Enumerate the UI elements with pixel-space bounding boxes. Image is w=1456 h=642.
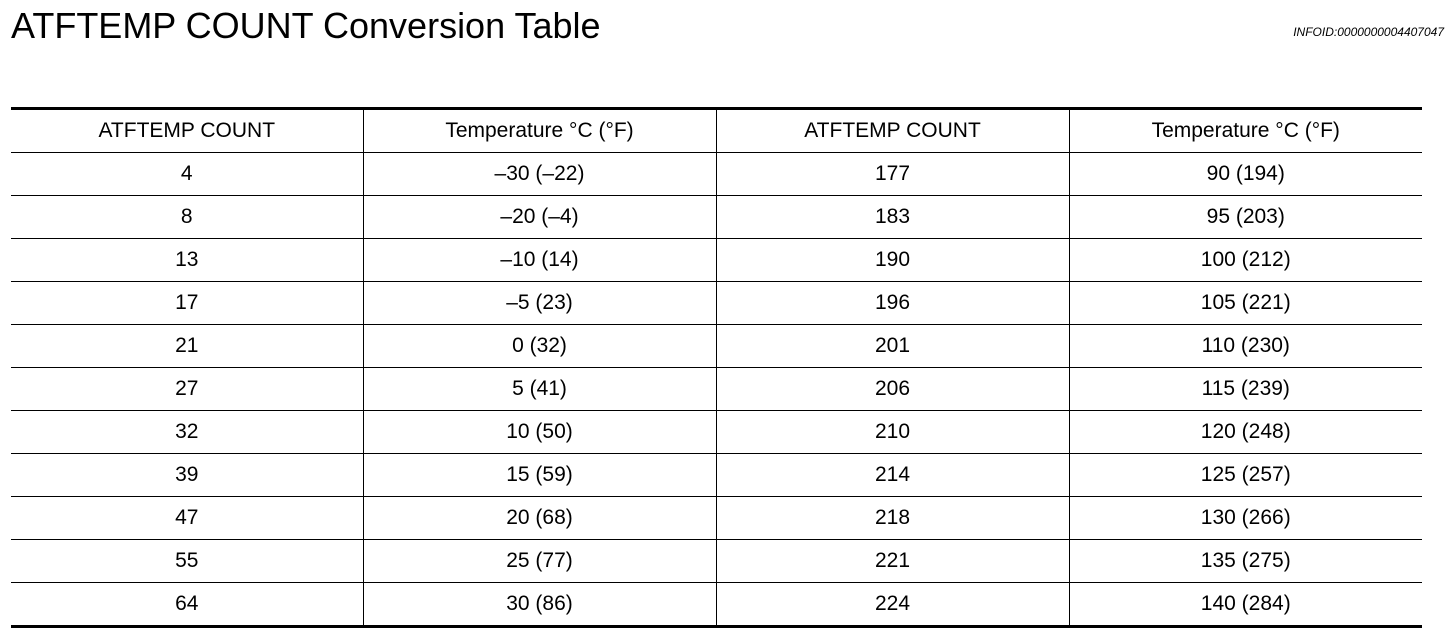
table-row: [11, 583, 1422, 627]
table-cell: 100 (212): [1069, 239, 1422, 282]
table-row: [11, 325, 1422, 368]
table-cell: 17: [11, 282, 363, 325]
table-cell: 32: [11, 411, 363, 454]
table-cell: 183: [716, 196, 1069, 239]
conversion-table: [11, 107, 1422, 628]
table-cell: 177: [716, 153, 1069, 196]
table-cell: 0 (32): [363, 325, 716, 368]
table-cell: –20 (–4): [363, 196, 716, 239]
table-cell: 5 (41): [363, 368, 716, 411]
table-cell: 90 (194): [1069, 153, 1422, 196]
table-cell: 210: [716, 411, 1069, 454]
table-row: [11, 282, 1422, 325]
table-cell: 135 (275): [1069, 540, 1422, 583]
table-cell: 95 (203): [1069, 196, 1422, 239]
table-row: [11, 540, 1422, 583]
info-id: INFOID:0000000004407047: [1293, 25, 1444, 39]
table-row: [11, 454, 1422, 497]
table-cell: 15 (59): [363, 454, 716, 497]
header-temperature-left: Temperature °C (°F): [363, 109, 716, 153]
table-cell: 214: [716, 454, 1069, 497]
table-cell: 130 (266): [1069, 497, 1422, 540]
table-row: [11, 497, 1422, 540]
table-cell: 8: [11, 196, 363, 239]
table-cell: 190: [716, 239, 1069, 282]
table-cell: 30 (86): [363, 583, 716, 627]
table-cell: 20 (68): [363, 497, 716, 540]
table-cell: 25 (77): [363, 540, 716, 583]
page-title: ATFTEMP COUNT Conversion Table: [11, 5, 601, 46]
table-cell: 39: [11, 454, 363, 497]
table-row: [11, 153, 1422, 196]
table-cell: 120 (248): [1069, 411, 1422, 454]
table-cell: 64: [11, 583, 363, 627]
table-cell: 27: [11, 368, 363, 411]
header-temperature-right: Temperature °C (°F): [1069, 109, 1422, 153]
table-cell: 125 (257): [1069, 454, 1422, 497]
table-cell: 196: [716, 282, 1069, 325]
table-cell: –30 (–22): [363, 153, 716, 196]
table-row: [11, 411, 1422, 454]
header-atftemp-count-left: ATFTEMP COUNT: [11, 109, 363, 153]
table-cell: 55: [11, 540, 363, 583]
table-cell: 110 (230): [1069, 325, 1422, 368]
table-cell: 47: [11, 497, 363, 540]
table-row: [11, 239, 1422, 282]
table-cell: 105 (221): [1069, 282, 1422, 325]
table-cell: 206: [716, 368, 1069, 411]
table-cell: 140 (284): [1069, 583, 1422, 627]
table-cell: 115 (239): [1069, 368, 1422, 411]
table-cell: –10 (14): [363, 239, 716, 282]
table-cell: 201: [716, 325, 1069, 368]
table-row: [11, 368, 1422, 411]
table-row: [11, 196, 1422, 239]
table-cell: 221: [716, 540, 1069, 583]
table-header-row: [11, 109, 1422, 153]
table-cell: 13: [11, 239, 363, 282]
header-atftemp-count-right: ATFTEMP COUNT: [716, 109, 1069, 153]
table-cell: 10 (50): [363, 411, 716, 454]
table-cell: 21: [11, 325, 363, 368]
table-cell: –5 (23): [363, 282, 716, 325]
table-cell: 224: [716, 583, 1069, 627]
table-cell: 218: [716, 497, 1069, 540]
table-cell: 4: [11, 153, 363, 196]
